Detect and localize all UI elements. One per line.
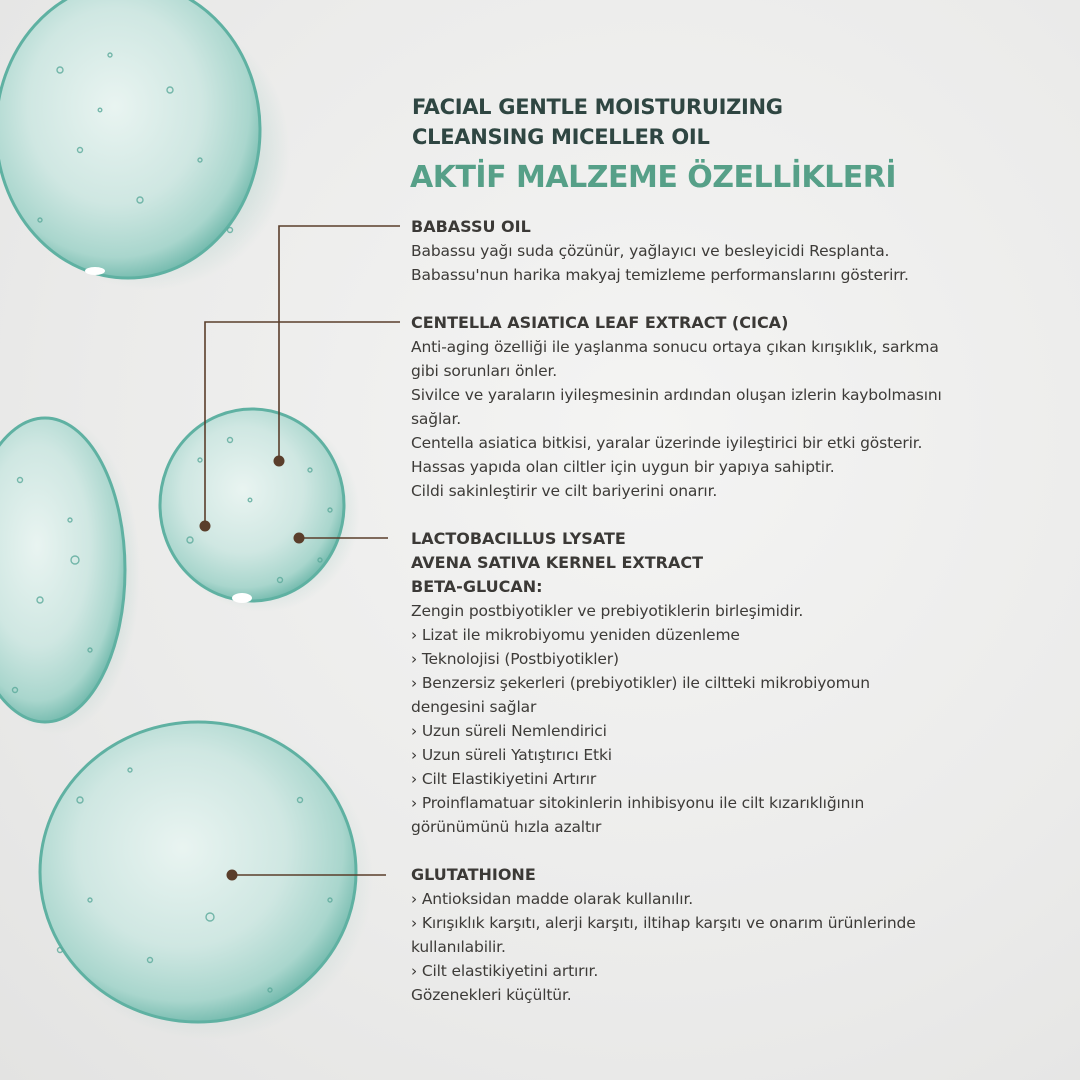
ingredient-lactobacillus-avena-beta-glucan [411, 527, 1051, 839]
product-title-line-2: CLEANSING MICELLER OIL [412, 125, 710, 149]
product-title [412, 92, 1052, 152]
ingredient-text: › Benzersiz şekerleri (prebiyotikler) ile ciltteki mikrobiyomun [411, 674, 870, 692]
ingredient-text: Babassu yağı suda çözünür, yağlayıcı ve besleyicidi Resplanta. [411, 242, 890, 260]
droplet-center [160, 409, 360, 612]
ingredient-text: kullanılabilir. [411, 938, 506, 956]
pointer-dot-lactobacillus [294, 533, 305, 544]
ingredient-text: görünümünü hızla azaltır [411, 818, 602, 836]
ingredient-text: › Proinflamatuar sitokinlerin inhibisyonu ile cilt kızarıklığının [411, 794, 865, 812]
ingredient-text: Cildi sakinleştirir ve cilt bariyerini onarır. [411, 482, 718, 500]
ingredient-text: › Lizat ile mikrobiyomu yeniden düzenleme [411, 626, 740, 644]
ingredient-text: gibi sorunları önler. [411, 362, 558, 380]
ingredient-heading: BETA-GLUCAN: [411, 577, 543, 596]
ingredient-text: › Teknolojisi (Postbiyotikler) [411, 650, 619, 668]
ingredient-text: › Kırışıklık karşıtı, alerji karşıtı, iltihap karşıtı ve onarım ürünlerinde [411, 914, 916, 932]
ingredient-heading: GLUTATHIONE [411, 865, 536, 884]
ingredient-text: › Cilt elastikiyetini artırır. [411, 962, 599, 980]
ingredient-text: › Uzun süreli Yatıştırıcı Etki [411, 746, 612, 764]
ingredient-text: dengesini sağlar [411, 698, 537, 716]
ingredient-text: sağlar. [411, 410, 462, 428]
ingredient-glutathione [411, 863, 1051, 1007]
ingredient-text: › Antioksidan madde olarak kullanılır. [411, 890, 694, 908]
ingredient-text: Anti-aging özelliği ile yaşlanma sonucu ortaya çıkan kırışıklık, sarkma [411, 338, 939, 356]
ingredient-text: Zengin postbiyotikler ve prebiyotiklerin birleşimidir. [411, 602, 804, 620]
product-title-line-1: FACIAL GENTLE MOISTURUIZING [412, 95, 783, 119]
ingredient-text: Babassu'nun harika makyaj temizleme performanslarını gösterirr. [411, 266, 909, 284]
ingredient-babassu-oil [411, 215, 1051, 287]
ingredient-text: Gözenekleri küçültür. [411, 986, 572, 1004]
section-subtitle: AKTİF MALZEME ÖZELLİKLERİ [410, 160, 897, 195]
ingredient-text: › Cilt Elastikiyetini Artırır [411, 770, 597, 788]
droplet-bottom [40, 720, 373, 1040]
ingredient-text: Sivilce ve yaraların iyileşmesinin ardından oluşan izlerin kaybolmasını [411, 386, 942, 404]
ingredient-text: Hassas yapıda olan ciltler için uygun bir yapıya sahiptir. [411, 458, 835, 476]
ingredient-heading: BABASSU OIL [411, 217, 531, 236]
droplet-middle-left [0, 415, 140, 735]
pointer-dot-centella [200, 521, 211, 532]
ingredient-centella-asiatica [411, 311, 1051, 503]
ingredient-heading: CENTELLA ASIATICA LEAF EXTRACT (CICA) [411, 313, 789, 332]
pointer-dot-babassu [274, 456, 285, 467]
ingredient-text: Centella asiatica bitkisi, yaralar üzerinde iyileştirici bir etki gösterir. [411, 434, 923, 452]
ingredient-heading: LACTOBACILLUS LYSATE [411, 529, 626, 548]
pointer-dot-glutathione [227, 870, 238, 881]
ingredient-heading: AVENA SATIVA KERNEL EXTRACT [411, 553, 704, 572]
droplet-top-left [0, 0, 290, 290]
ingredient-text: › Uzun süreli Nemlendirici [411, 722, 607, 740]
